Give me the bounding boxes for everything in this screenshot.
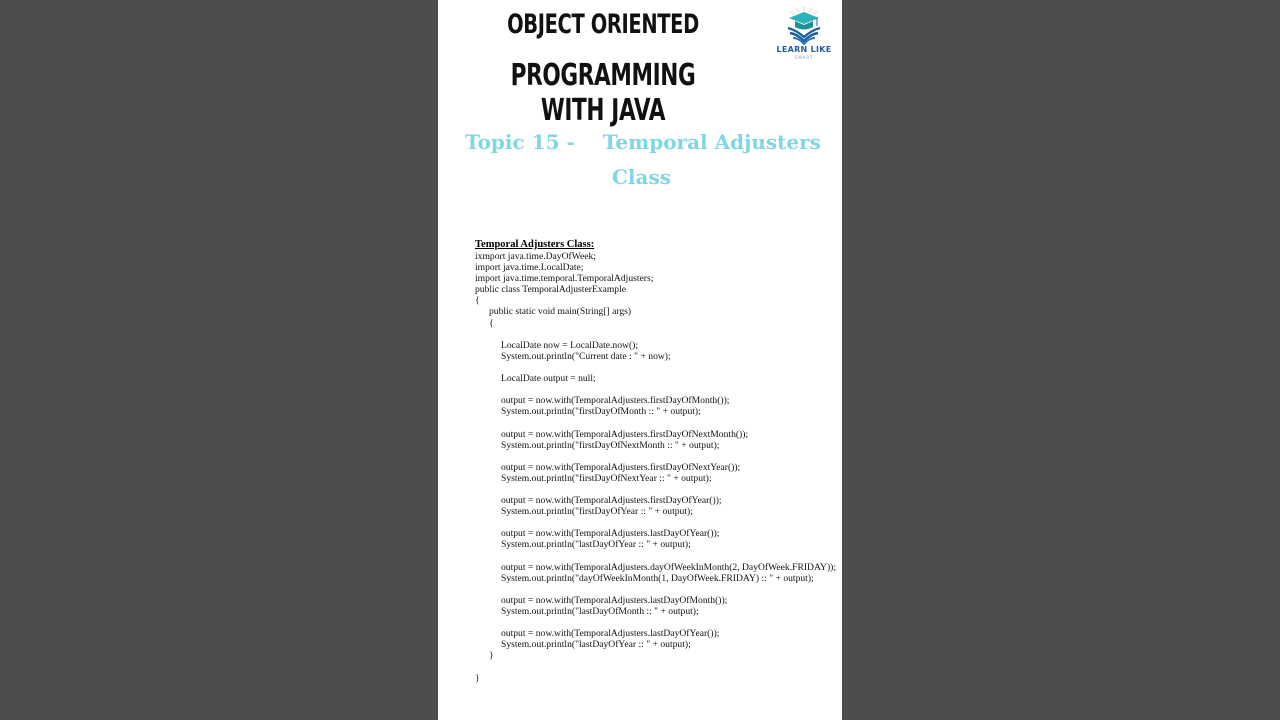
- logo-brand-text: LEARN LIKE: [776, 45, 832, 54]
- code-line: [475, 384, 842, 395]
- code-line: import java.time.LocalDate;: [475, 262, 584, 274]
- graduation-cap-book-icon: [774, 4, 834, 46]
- code-line: System.out.println("firstDayOfNextYear :: " + output);: [501, 472, 712, 484]
- topic-title-line1: Temporal Adjusters: [602, 130, 821, 154]
- code-line: output = now.with(TemporalAdjusters.dayOfWeekInMonth(2, DayOfWeek.FRIDAY));: [501, 561, 837, 573]
- code-line: {: [489, 317, 494, 329]
- topic-prefix: Topic 15 -: [465, 130, 575, 154]
- code-line: import java.time.temporal.TemporalAdjusters;: [475, 273, 654, 285]
- code-document: [475, 239, 842, 684]
- code-line: output = now.with(TemporalAdjusters.lastDayOfYear());: [501, 628, 720, 640]
- topic-title-line2: Class: [612, 165, 671, 189]
- code-line: System.out.println("lastDayOfMonth :: " + output);: [501, 606, 699, 617]
- code-line: [475, 584, 842, 595]
- code-line: System.out.println("lastDayOfYear :: " + output);: [501, 639, 691, 651]
- code-line: [475, 484, 842, 495]
- topic-heading-line1: [465, 130, 842, 154]
- code-line: [475, 362, 842, 373]
- learn-like-smart-logo: [774, 4, 834, 62]
- code-line: }: [489, 650, 494, 662]
- code-line: public static void main(String[] args): [489, 306, 632, 318]
- course-title-line1: OBJECT ORIENTED: [507, 9, 699, 40]
- course-title-line2: PROGRAMMING WITH JAVA: [510, 58, 696, 128]
- code-line: output = now.with(TemporalAdjusters.firstDayOfNextYear());: [501, 461, 741, 473]
- code-line: output = now.with(TemporalAdjusters.firstDayOfYear());: [501, 495, 722, 507]
- code-line: [475, 517, 842, 528]
- code-line: [475, 617, 842, 628]
- code-line: [475, 551, 842, 562]
- code-line: public class TemporalAdjusterExample: [475, 284, 627, 296]
- code-line: output = now.with(TemporalAdjusters.firstDayOfMonth());: [501, 395, 730, 407]
- document-title: Temporal Adjusters Class:: [475, 239, 595, 250]
- code-line: output = now.with(TemporalAdjusters.lastDayOfYear());: [501, 528, 720, 540]
- logo-tagline-text: SMART: [794, 55, 814, 60]
- code-line: [475, 417, 842, 428]
- code-line: System.out.println("firstDayOfMonth :: " + output);: [501, 406, 701, 418]
- code-line: System.out.println("lastDayOfYear :: " + output);: [501, 539, 691, 551]
- content-panel: [438, 0, 842, 720]
- code-line: output = now.with(TemporalAdjusters.firstDayOfNextMonth());: [501, 428, 749, 440]
- code-line: LocalDate output = null;: [501, 373, 596, 385]
- code-line: [475, 451, 842, 462]
- code-block: [475, 251, 842, 684]
- code-line: }: [475, 672, 480, 684]
- code-line: [475, 661, 842, 672]
- code-line: LocalDate now = LocalDate.now();: [501, 339, 639, 351]
- code-line: output = now.with(TemporalAdjusters.lastDayOfMonth());: [501, 594, 728, 606]
- code-line: [475, 329, 842, 340]
- code-line: {: [475, 295, 480, 307]
- code-line: System.out.println("Current date : " + now);: [501, 350, 671, 362]
- code-line: System.out.println("firstDayOfYear :: " + output);: [501, 506, 693, 518]
- code-line: ixmport java.time.DayOfWeek;: [475, 251, 596, 262]
- code-line: System.out.println("dayOfWeekInMonth(1, DayOfWeek.FRIDAY) :: " + output);: [501, 572, 814, 584]
- code-line: System.out.println("firstDayOfNextMonth :: " + output);: [501, 439, 720, 451]
